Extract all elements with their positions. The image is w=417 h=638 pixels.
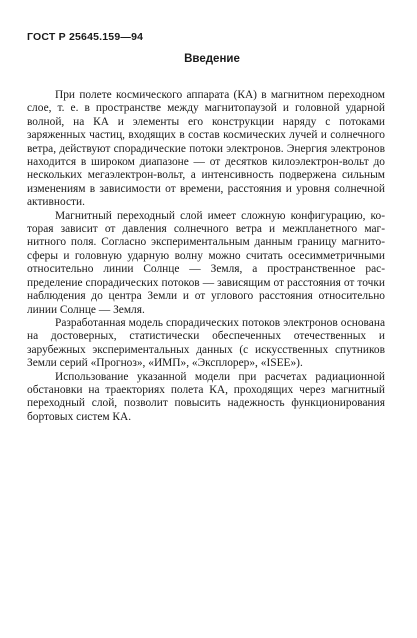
paragraph: При полете космического аппарата (КА) в магнитном переходном слое, т. е. в пространстве между магнитопаузой и головной ударной волной, на КА и элементы его конструкции наряду с потоками заряженных частиц, входящих в состав космических лучей и солнечного ветра, действуют спорадические потоки электронов. Энергия электронов находится в широком диапазоне — от десятков килоэлектрон-вольт до нескольких мегаэлектрон-вольт, а интенсивность подвержена сильным изменениям в зависимости от времени, расстояния и уровня солнечной активности. [27,89,385,209]
section-title: Введение [184,53,240,65]
body-text [27,89,385,424]
paragraph: Разработанная модель спорадических потоков электронов основана на достоверных, статистически обеспеченных отечественных и зарубежных экспериментальных данных (с искусственных спутников Земли серий «Прогноз», «ИМП», «Эксплорер», «ISEE»). [27,316,385,370]
paragraph: Магнитный переходный слой имеет сложную конфигурацию, которая зависит от давления солнечного ветра и межпланетного магнитного поля. Согласно экспериментальным данным границу магнитосферы и головную ударную волну можно считать осесимметричными относительно линии Солнце — Земля, а пространственное распределение спорадических потоков — зависящим от расстояния от точки наблюдения до центра Земли и от углового расстояния относительно линии Солнце — Земля. [27,209,385,316]
standard-number: ГОСТ Р 25645.159—94 [27,31,144,43]
paragraph: Использование указанной модели при расчетах радиационной обстановки на траекториях полета КА, проходящих через магнитный переходный слой, позволит повысить надежность функционирования бортовых систем КА. [27,370,385,423]
